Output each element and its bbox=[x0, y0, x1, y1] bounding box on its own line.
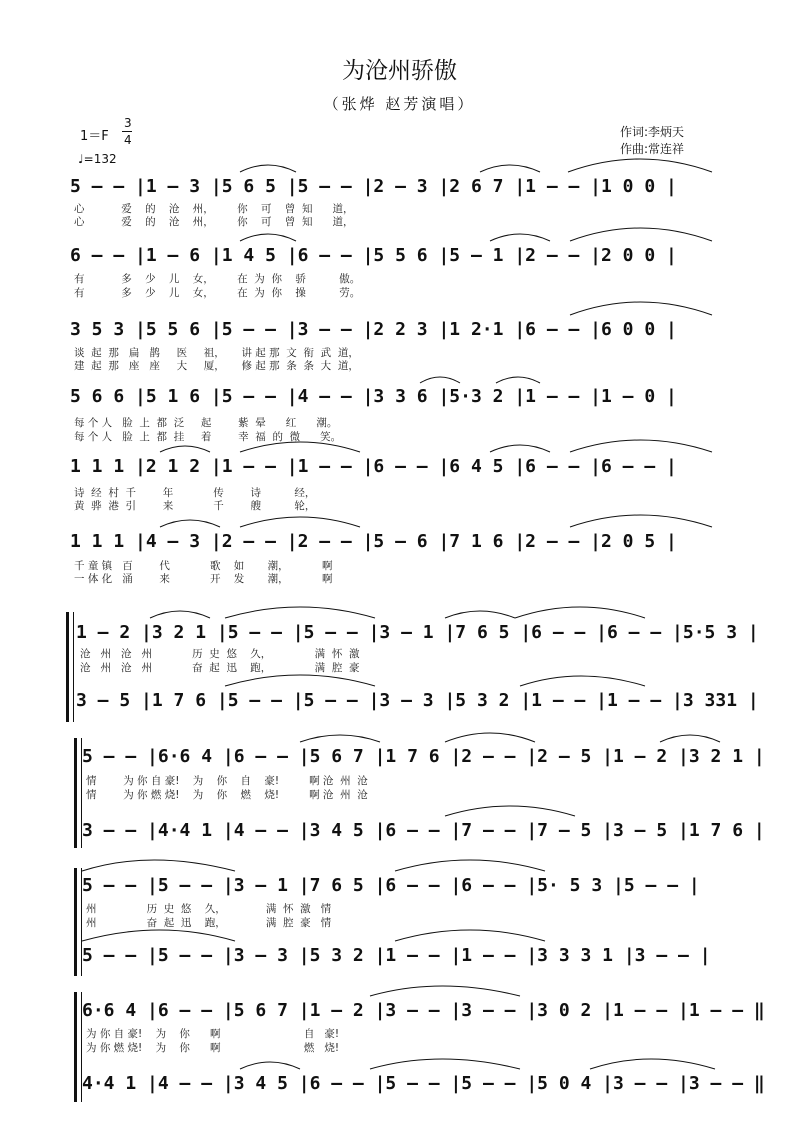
system-4-lyric-1: 为 你 自 豪! 为 你 啊 自 豪! bbox=[86, 1028, 340, 1040]
slur-20 bbox=[515, 607, 645, 618]
slur-6 bbox=[570, 228, 712, 241]
composer-credit: 作曲:常连祥 bbox=[620, 142, 685, 156]
system-4-lower-notes: 4·4 1 |4 – – |3 4 5 |6 – – |5 – – |5 – – |5 0 4 |3 – – |3 – – ‖ bbox=[82, 1073, 765, 1094]
score-line-4-lyric-2: 每 个 人 脸 上 都 挂 着 幸 福 的 微 笑。 bbox=[74, 431, 342, 443]
slur-5 bbox=[490, 234, 550, 241]
slur-33 bbox=[370, 1059, 520, 1069]
score-line-1-notes: 5 – – |1 – 3 |5 6 5 |5 – – |2 – 3 |2 6 7 |1 – – |1 0 0 | bbox=[70, 176, 677, 197]
slur-13 bbox=[570, 440, 712, 452]
slur-8 bbox=[420, 377, 460, 383]
slur-12 bbox=[490, 445, 550, 452]
slur-9 bbox=[496, 377, 540, 383]
slur-21 bbox=[225, 675, 375, 686]
slur-32 bbox=[240, 1062, 300, 1069]
slur-16 bbox=[570, 515, 712, 527]
performers-subtitle: （张烨 赵芳演唱） bbox=[323, 95, 476, 113]
slur-27 bbox=[82, 860, 235, 871]
slur-17 bbox=[150, 611, 210, 618]
score-line-5-lyric-1: 诗 经 村 千 年 传 诗 经， bbox=[74, 487, 316, 499]
system-1-lyric-1: 沧 州 沧 州 历 史 悠 久， 满 怀 激 bbox=[80, 648, 360, 660]
song-title: 为沧州骄傲 bbox=[342, 58, 457, 84]
score-line-2-notes: 6 – – |1 – 6 |1 4 5 |6 – – |5 5 6 |5 – 1 |2 – – |2 0 0 | bbox=[70, 245, 677, 266]
system-3-lyric-2: 州 奋 起 迅 跑， 满 腔 豪 情 bbox=[86, 917, 332, 929]
system-3-lyric-1: 州 历 史 悠 久， 满 怀 激 情 bbox=[86, 903, 332, 915]
system-2-upper-notes: 5 – – |6·6 4 |6 – – |5 6 7 |1 7 6 |2 – – |2 – 5 |1 – 2 |3 2 1 | bbox=[82, 746, 765, 767]
slur-28 bbox=[395, 860, 545, 871]
score-line-6-notes: 1 1 1 |4 – 3 |2 – – |2 – – |5 – 6 |7 1 6 |2 – – |2 0 5 | bbox=[70, 531, 677, 552]
slur-24 bbox=[445, 733, 535, 742]
score-line-3-notes: 3 5 3 |5 5 6 |5 – – |3 – – |2 2 3 |1 2·1 |6 – – |6 0 0 | bbox=[70, 319, 677, 340]
slur-7 bbox=[570, 302, 712, 315]
lyricist-credit: 作词:李炳天 bbox=[620, 125, 685, 139]
system-2-lyric-2: 情 为 你 燃 烧! 为 你 燃 烧! 啊 沧 州 沧 bbox=[86, 789, 368, 801]
slur-3 bbox=[568, 159, 712, 172]
score-line-2-lyric-2: 有 多 少 儿 女， 在 为 你 操 劳。 bbox=[74, 287, 361, 299]
slur-11 bbox=[240, 442, 360, 452]
slur-10 bbox=[160, 446, 210, 452]
system-3-upper-notes: 5 – – |5 – – |3 – 1 |7 6 5 |6 – – |6 – – |5· 5 3 |5 – – | bbox=[82, 875, 700, 896]
slur-34 bbox=[590, 1059, 715, 1069]
score-line-4-notes: 5 6 6 |5 1 6 |5 – – |4 – – |3 3 6 |5·3 2 |1 – – |1 – 0 | bbox=[70, 386, 677, 407]
score-line-2-lyric-1: 有 多 少 儿 女， 在 为 你 骄 傲。 bbox=[74, 273, 361, 285]
slur-31 bbox=[370, 986, 520, 996]
slur-29 bbox=[82, 930, 235, 941]
slur-18 bbox=[225, 607, 375, 618]
slur-19 bbox=[445, 611, 515, 618]
slur-2 bbox=[480, 165, 540, 172]
score-line-4-lyric-1: 每 个 人 脸 上 都 泛 起 紫 晕 红 潮。 bbox=[74, 417, 338, 429]
slur-4 bbox=[240, 234, 296, 241]
score-line-6-lyric-2: 一 体 化 涌 来 开 发 潮， 啊 bbox=[74, 573, 333, 585]
slur-15 bbox=[240, 517, 360, 527]
system-1-upper-notes: 1 – 2 |3 2 1 |5 – – |5 – – |3 – 1 |7 6 5 |6 – – |6 – – |5·5 3 | bbox=[76, 622, 759, 643]
slur-22 bbox=[520, 676, 645, 686]
score-line-3-lyric-2: 建 起 那 座 座 大 厦， 修 起 那 条 条 大 道， bbox=[74, 360, 359, 372]
slur-14 bbox=[160, 520, 220, 527]
system-4-upper-notes: 6·6 4 |6 – – |5 6 7 |1 – 2 |3 – – |3 – – |3 0 2 |1 – – |1 – – ‖ bbox=[82, 1000, 765, 1021]
score-line-6-lyric-1: 千 童 镇 百 代 歌 如 潮， 啊 bbox=[74, 560, 333, 572]
system-1-lower-notes: 3 – 5 |1 7 6 |5 – – |5 – – |3 – 3 |5 3 2 |1 – – |1 – – |3 331 | bbox=[76, 690, 759, 711]
time-signature-top: 3 bbox=[124, 116, 132, 130]
time-signature-bottom: 4 bbox=[124, 133, 132, 147]
tempo-marking: ♩=132 bbox=[78, 152, 117, 166]
score-line-5-notes: 1 1 1 |2 1 2 |1 – – |1 – – |6 – – |6 4 5 |6 – – |6 – – | bbox=[70, 456, 677, 477]
score-line-1-lyric-1: 心 爱 的 沧 州， 你 可 曾 知 道， bbox=[74, 203, 354, 215]
system-2-lyric-1: 情 为 你 自 豪! 为 你 自 豪! 啊 沧 州 沧 bbox=[86, 775, 368, 787]
system-4-lyric-2: 为 你 燃 烧! 为 你 啊 燃 烧! bbox=[86, 1042, 340, 1054]
slur-1 bbox=[240, 165, 296, 172]
slur-25 bbox=[660, 735, 720, 742]
system-1-lyric-2: 沧 州 沧 州 奋 起 迅 跑， 满 腔 豪 bbox=[80, 662, 360, 674]
slur-26 bbox=[445, 806, 575, 816]
score-line-5-lyric-2: 黄 骅 港 引 来 千 艘 轮， bbox=[74, 500, 316, 512]
score-line-3-lyric-1: 谈 起 那 扁 鹊 医 祖， 讲 起 那 文 衔 武 道， bbox=[74, 347, 359, 359]
system-3-lower-notes: 5 – – |5 – – |3 – 3 |5 3 2 |1 – – |1 – – |3 3 3 1 |3 – – | bbox=[82, 945, 711, 966]
system-2-lower-notes: 3 – – |4·4 1 |4 – – |3 4 5 |6 – – |7 – – |7 – 5 |3 – 5 |1 7 6 | bbox=[82, 820, 765, 841]
slur-23 bbox=[300, 735, 380, 742]
score-line-1-lyric-2: 心 爱 的 沧 州， 你 可 曾 知 道， bbox=[74, 216, 354, 228]
slur-30 bbox=[395, 930, 545, 941]
key-signature: 1＝F bbox=[80, 129, 109, 144]
